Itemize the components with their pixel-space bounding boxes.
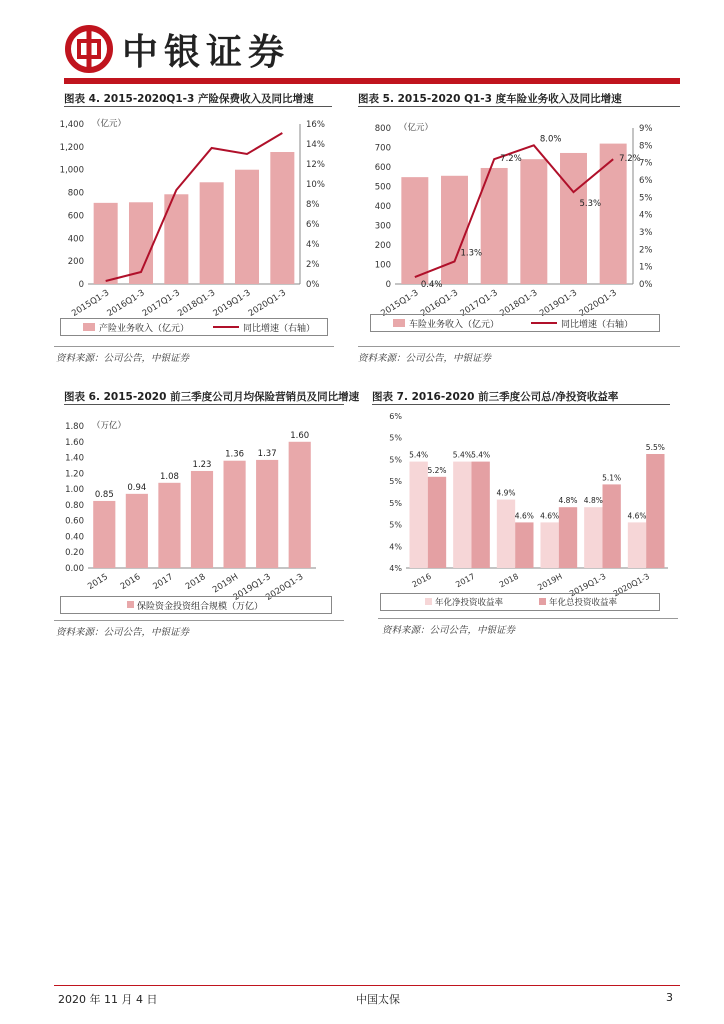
fig6-chart — [50, 408, 350, 618]
bar-value-label: 5.4% — [452, 450, 472, 460]
bar-2018 — [191, 471, 213, 568]
bar-2019Q1-3 — [235, 170, 259, 284]
fig4-legend-bar-label: 产险业务收入（亿元） — [99, 324, 190, 334]
x-tick-label: 2019H — [536, 571, 564, 593]
growth-point-label: 5.3% — [579, 199, 602, 210]
y-tick-label: 0.00 — [65, 564, 84, 574]
y-tick-label: 1.80 — [65, 422, 84, 432]
fig7-chart — [370, 408, 680, 598]
x-tick-label: 2020Q1-3 — [577, 288, 619, 319]
y-tick-label: 1.00 — [65, 485, 84, 496]
fig6-legend — [60, 596, 332, 614]
bar-value-label: 4.8% — [583, 496, 603, 506]
y2-tick-label: 4% — [306, 240, 320, 250]
y2-tick-label: 6% — [639, 176, 653, 186]
footer-company: 中国太保 — [356, 993, 400, 1006]
fig5-legend-line-label: 同比增速（右轴） — [561, 320, 634, 330]
x-tick-label: 2016Q1-3 — [418, 288, 461, 319]
fig5-chart — [355, 112, 680, 342]
bar-2018Q1-3 — [200, 182, 224, 284]
fig6-chart-svg — [50, 408, 350, 618]
bar-2019Q1-3 — [560, 153, 587, 284]
y-tick-label: 0.80 — [65, 500, 84, 511]
y2-tick-label: 5% — [639, 193, 653, 204]
fig4-title: 图表 4. 2015-2020Q1-3 产险保费收入及同比增速 — [64, 93, 314, 105]
fig6-legend-swatch — [127, 601, 134, 608]
fig7-legend-swatch-net — [425, 598, 432, 605]
y-tick-label: 300 — [374, 221, 391, 232]
growth-point-label: 8.0% — [539, 134, 562, 145]
growth-point-label: 0.4% — [420, 280, 443, 291]
bar-年化净投资收益率-2018 — [497, 500, 515, 568]
x-tick-label: 2018 — [183, 572, 208, 593]
y-tick-label: 500 — [374, 182, 391, 193]
bar-2020Q1-3 — [270, 152, 294, 284]
bar-value-label: 1.23 — [192, 459, 212, 470]
header-logo — [64, 22, 324, 78]
fig5-title-rule — [358, 106, 680, 107]
unit-label: （万亿） — [92, 421, 127, 431]
bar-年化净投资收益率-2019Q1-3 — [584, 507, 602, 568]
fig4-legend-line-label: 同比增速（右轴） — [243, 324, 316, 334]
x-tick-label: 2019Q1-3 — [568, 571, 608, 598]
y2-tick-label: 8% — [306, 200, 320, 210]
x-tick-label: 2016Q1-3 — [105, 288, 147, 319]
fig5-legend-line-swatch — [531, 322, 557, 324]
bar-年化总投资收益率-2017 — [472, 462, 490, 568]
fig6-legend-label: 保险资金投资组合规模（万亿） — [137, 602, 264, 612]
bar-2019H — [223, 461, 245, 568]
x-tick-label: 2019Q1-3 — [211, 288, 253, 319]
bar-2019Q1-3 — [256, 460, 278, 568]
x-tick-label: 2016 — [410, 571, 433, 590]
x-tick-label: 2017 — [454, 571, 477, 590]
y-tick-label: 1.20 — [65, 469, 84, 480]
y2-tick-label: 8% — [639, 141, 653, 152]
bar-value-label: 4.6% — [514, 511, 534, 521]
bar-value-label: 4.6% — [627, 511, 647, 521]
bar-2015 — [93, 501, 115, 568]
fig7-legend-swatch-total — [539, 598, 546, 605]
fig6-title: 图表 6. 2015-2020 前三季度公司月均保险营销员及同比增速 — [64, 391, 360, 403]
bar-value-label: 1.37 — [257, 448, 277, 459]
y-tick-label: 600 — [67, 211, 84, 222]
y2-tick-label: 2% — [306, 260, 320, 270]
fig5-chart-svg — [355, 112, 680, 342]
bar-value-label: 5.5% — [645, 443, 665, 452]
unit-label: （亿元） — [399, 123, 434, 133]
bar-2020Q1-3 — [289, 442, 311, 568]
y-tick-label: 4% — [389, 542, 402, 552]
y-tick-label: 1.60 — [65, 437, 84, 448]
x-tick-label: 2018Q1-3 — [498, 288, 540, 319]
bar-value-label: 0.94 — [127, 482, 147, 493]
y2-tick-label: 10% — [306, 180, 325, 190]
x-tick-label: 2016 — [118, 572, 143, 593]
fig5-bottom-rule — [358, 346, 680, 347]
bar-value-label: 0.85 — [94, 489, 114, 500]
fig7-title-rule — [372, 404, 670, 405]
y-tick-label: 5% — [389, 498, 402, 508]
fig7-source: 资料来源：公司公告，中银证券 — [382, 625, 516, 636]
y-tick-label: 200 — [67, 257, 84, 268]
header-accent-bar — [64, 78, 680, 84]
y-tick-label: 0.60 — [65, 516, 84, 527]
x-tick-label: 2018 — [497, 571, 521, 590]
x-tick-label: 2015Q1-3 — [379, 288, 421, 319]
y2-tick-label: 12% — [306, 160, 325, 170]
footer-rule — [54, 985, 680, 986]
y2-tick-label: 16% — [306, 120, 325, 130]
y2-tick-label: 9% — [639, 124, 653, 134]
bar-2017 — [158, 483, 180, 568]
y-tick-label: 200 — [374, 241, 391, 251]
y2-tick-label: 0% — [306, 280, 320, 290]
y-tick-label: 5% — [389, 433, 402, 443]
y-tick-label: 5% — [389, 477, 402, 487]
unit-label: （亿元） — [92, 119, 127, 129]
x-tick-label: 2017Q1-3 — [458, 288, 500, 319]
y-tick-label: 0.20 — [65, 548, 84, 559]
y-tick-label: 1,400 — [59, 120, 84, 130]
bar-value-label: 1.36 — [225, 449, 245, 460]
bar-年化总投资收益率-2019H — [559, 507, 577, 568]
y2-tick-label: 14% — [306, 140, 325, 150]
x-tick-label: 2017 — [151, 572, 176, 593]
y-tick-label: 6% — [389, 412, 402, 421]
y-tick-label: 400 — [67, 234, 84, 245]
bar-年化净投资收益率-2020Q1-3 — [628, 522, 646, 568]
fig7-chart-svg — [370, 408, 680, 598]
bar-value-label: 4.8% — [558, 496, 578, 506]
bar-年化总投资收益率-2018 — [515, 522, 533, 568]
fig4-legend-line-swatch — [213, 326, 239, 328]
fig4-source: 资料来源：公司公告，中银证券 — [56, 353, 190, 364]
x-tick-label: 2019Q1-3 — [231, 572, 273, 603]
growth-point-label: 7.2% — [500, 154, 522, 165]
fig5-legend — [370, 314, 660, 332]
bar-2020Q1-3 — [600, 144, 627, 284]
x-tick-label: 2018Q1-3 — [176, 288, 218, 319]
y2-tick-label: 2% — [639, 245, 653, 256]
bar-value-label: 1.60 — [290, 430, 310, 441]
fig7-legend-label-net: 年化净投资收益率 — [435, 598, 504, 608]
bar-年化总投资收益率-2016 — [428, 477, 446, 568]
y2-tick-label: 3% — [639, 228, 653, 238]
fig6-source: 资料来源：公司公告，中银证券 — [56, 627, 190, 638]
y-tick-label: 0 — [78, 280, 84, 290]
fig4-legend-bar-swatch — [83, 323, 95, 331]
y2-tick-label: 6% — [306, 220, 320, 230]
fig7-legend-label-total: 年化总投资收益率 — [549, 598, 618, 608]
bar-年化总投资收益率-2020Q1-3 — [646, 454, 664, 568]
x-tick-label: 2019H — [211, 572, 241, 596]
y-tick-label: 400 — [374, 202, 391, 212]
bar-年化净投资收益率-2017 — [453, 462, 471, 568]
y-tick-label: 5% — [389, 455, 402, 465]
bar-value-label: 5.4% — [409, 450, 429, 460]
y-tick-label: 4% — [389, 564, 402, 573]
y-tick-label: 100 — [374, 260, 391, 271]
y2-tick-label: 4% — [639, 210, 653, 221]
bank-of-china-logo-icon — [64, 24, 114, 74]
bar-value-label: 5.4% — [471, 450, 491, 460]
fig4-legend — [60, 318, 328, 336]
fig4-chart-svg — [50, 112, 340, 342]
fig5-legend-bar-swatch — [393, 319, 405, 327]
fig5-legend-bar-label: 车险业务收入（亿元） — [409, 320, 500, 330]
y-tick-label: 700 — [374, 143, 391, 154]
bar-value-label: 4.9% — [496, 488, 516, 498]
x-tick-label: 2015 — [86, 572, 110, 593]
bar-年化总投资收益率-2019Q1-3 — [603, 484, 621, 568]
brand-name: 中银证券 — [122, 31, 291, 73]
footer-date: 2020 年 11 月 4 日 — [58, 993, 158, 1006]
bar-value-label: 1.08 — [159, 471, 179, 482]
y-tick-label: 800 — [67, 188, 84, 199]
x-tick-label: 2015Q1-3 — [70, 288, 112, 319]
x-tick-label: 2019Q1-3 — [537, 288, 580, 319]
y2-tick-label: 0% — [639, 280, 653, 290]
fig4-chart — [50, 112, 340, 342]
bar-2015Q1-3 — [401, 177, 428, 284]
y-tick-label: 0 — [385, 280, 391, 290]
y-tick-label: 800 — [374, 124, 391, 134]
growth-point-label: 1.3% — [460, 248, 483, 259]
y2-tick-label: 1% — [639, 262, 653, 273]
fig5-title: 图表 5. 2015-2020 Q1-3 度车险业务收入及同比增速 — [358, 93, 622, 105]
bar-value-label: 5.2% — [427, 465, 447, 475]
x-tick-label: 2020Q1-3 — [246, 288, 288, 319]
fig6-title-rule — [64, 404, 344, 405]
y-tick-label: 600 — [374, 163, 391, 173]
fig7-title: 图表 7. 2016-2020 前三季度公司总/净投资收益率 — [372, 391, 619, 403]
y-tick-label: 5% — [389, 520, 402, 530]
y2-tick-label: 7% — [639, 158, 653, 169]
fig6-bottom-rule — [54, 620, 344, 621]
bar-年化净投资收益率-2019H — [540, 522, 558, 568]
bar-value-label: 5.1% — [602, 473, 622, 483]
bar-2016 — [126, 494, 148, 568]
x-tick-label: 2020Q1-3 — [611, 571, 652, 598]
bar-2015Q1-3 — [94, 203, 118, 284]
bar-2018Q1-3 — [520, 159, 547, 284]
y-tick-label: 1,000 — [59, 165, 84, 176]
x-tick-label: 2017Q1-3 — [140, 288, 182, 319]
bar-2016Q1-3 — [441, 176, 468, 284]
footer-page-number: 3 — [666, 991, 673, 1004]
bar-年化净投资收益率-2016 — [409, 462, 427, 568]
y-tick-label: 0.40 — [65, 532, 84, 543]
fig4-title-rule — [64, 106, 332, 107]
fig7-bottom-rule — [378, 618, 678, 619]
y-tick-label: 1.40 — [65, 453, 84, 464]
growth-point-label: 7.2% — [619, 154, 641, 165]
bar-value-label: 4.6% — [540, 511, 560, 521]
y-tick-label: 1,200 — [59, 142, 84, 153]
x-tick-label: 2020Q1-3 — [264, 572, 306, 603]
fig4-bottom-rule — [54, 346, 334, 347]
fig5-source: 资料来源：公司公告，中银证券 — [358, 353, 492, 364]
fig7-legend — [380, 593, 660, 611]
